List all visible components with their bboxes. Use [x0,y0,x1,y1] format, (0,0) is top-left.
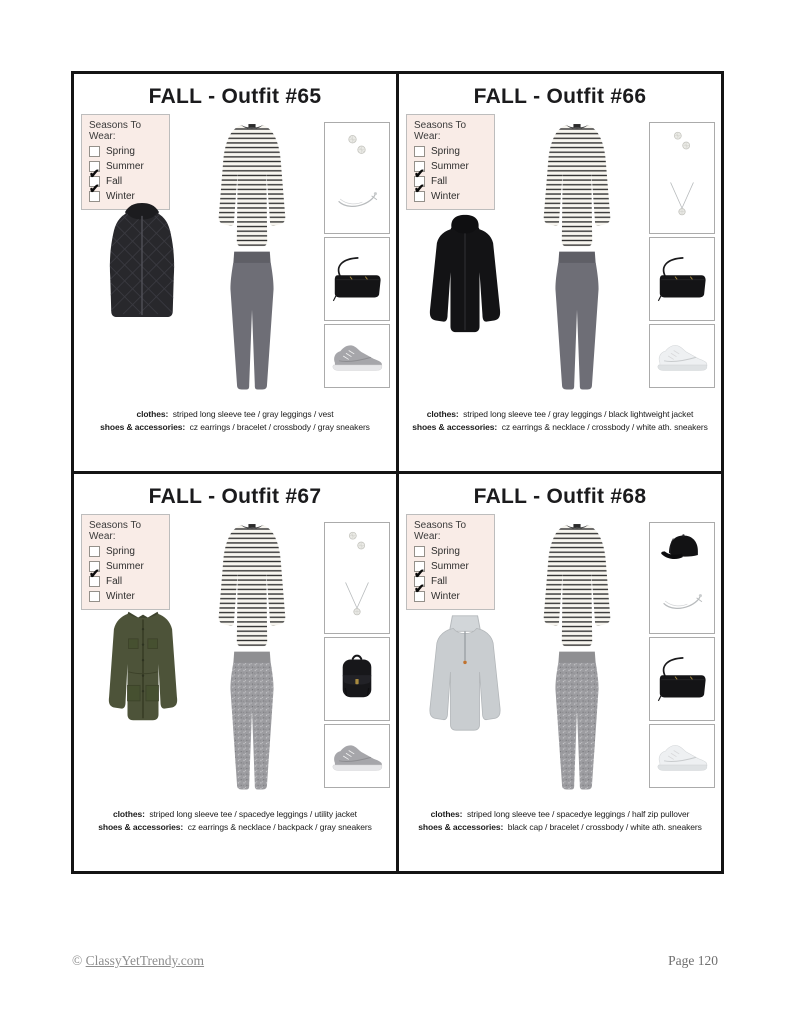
seasons-box-title: Seasons To Wear: [414,520,467,542]
page-number: Page 120 [668,953,718,968]
striped-tee-image [532,516,622,650]
seasons-box [406,514,495,610]
crossbody-bag-icon [654,253,710,303]
checkmark: ✔ [414,566,425,581]
accessories-list: cz earrings / bracelet / crossbody / gray sneakers [189,422,370,433]
checkbox-winter [89,591,100,602]
gray-sneakers-icon [328,340,386,372]
outfit-title: FALL - Outfit #68 [473,485,647,508]
clothes-list: striped long sleeve tee / gray leggings / vest [172,409,334,419]
outfit-title: FALL - Outfit #67 [148,485,322,508]
accessories-line [76,821,394,834]
outfit-caption [76,408,394,434]
season-row-spring [89,546,169,557]
necklace-icon [337,573,377,629]
crossbody-bag-icon [329,253,385,303]
seasons-box [81,114,170,210]
season-label: Summer [106,561,144,572]
necklace-icon [662,173,702,229]
cz-earrings-icon [342,131,372,161]
accessories-label: shoes & accessories: [418,822,504,833]
outfit-card-67 [74,474,396,871]
quilted-vest-image [87,200,197,324]
gray-sneakers-icon [328,740,386,772]
shoes-box [324,324,390,388]
shoes-box [649,324,715,388]
season-row-summer [414,561,494,572]
season-row-spring [89,146,169,157]
jewelry-box [649,122,715,234]
season-row-summer [89,161,169,172]
accessories-line [401,821,719,834]
season-row-summer [89,561,169,572]
checkbox-winter [414,581,425,602]
accessories-line [76,421,394,434]
clothes-list: striped long sleeve tee / spacedye leggings / half zip pullover [466,809,690,819]
season-label: Spring [106,146,135,157]
outfit-caption [401,408,719,434]
checkbox-winter [414,181,425,202]
checkbox-fall [89,566,100,587]
clothes-label: clothes: [136,409,169,419]
spacedye-leggings-image [214,646,290,796]
page-footer [72,953,718,969]
accessories-list: cz earrings & necklace / crossbody / white ath. sneakers [501,422,708,433]
checkmark: ✔ [89,566,100,581]
season-label: Fall [431,176,448,187]
season-label: Winter [431,591,460,602]
season-label: Spring [106,546,135,557]
checkmark: ✔ [414,166,425,181]
outfit-card-68 [399,474,721,871]
bracelet-icon [659,591,705,611]
black-cap-icon [656,531,708,563]
season-label: Fall [106,576,123,587]
checkbox-spring [414,146,425,157]
utility-jacket-image [86,602,200,728]
bag-box [649,637,715,721]
checkbox-spring [414,546,425,557]
spacedye-leggings-image [539,646,615,796]
season-row-spring [414,546,494,557]
accessories-label: shoes & accessories: [98,822,184,833]
accessories-list: cz earrings & necklace / backpack / gray sneakers [187,822,372,833]
seasons-box [81,514,170,610]
bracelet-icon [334,189,380,209]
striped-tee-image [532,116,622,250]
copyright-symbol: © [72,953,83,968]
site-link[interactable]: ClassyYetTrendy.com [85,953,205,968]
checkmark: ✔ [414,581,425,596]
accessories-label: shoes & accessories: [412,422,498,433]
checkbox-spring [89,546,100,557]
seasons-box-title: Seasons To Wear: [89,520,142,542]
gray-leggings-image [539,246,615,396]
accessories-label: shoes & accessories: [100,422,186,433]
season-label: Fall [431,576,448,587]
clothes-line [76,408,394,421]
clothes-label: clothes: [430,809,463,819]
checkmark: ✔ [89,166,100,181]
jewelry-box [324,522,390,634]
season-label: Summer [431,561,469,572]
seasons-box-title: Seasons To Wear: [414,120,467,142]
black-jacket-image [407,212,523,338]
clothes-line [401,408,719,421]
clothes-line [76,808,394,821]
season-label: Winter [106,191,135,202]
backpack-icon [331,646,383,712]
outfit-caption [401,808,719,834]
striped-tee-image [207,516,297,650]
copyright-text [72,953,204,969]
half-zip-pullover-image [407,610,523,736]
white-sneakers-icon [653,740,711,772]
outfit-title: FALL - Outfit #66 [473,85,647,108]
season-label: Fall [106,176,123,187]
clothes-list: striped long sleeve tee / spacedye leggings / utility jacket [149,809,357,819]
season-row-summer [414,161,494,172]
season-row-spring [414,146,494,157]
season-label: Spring [431,546,460,557]
cz-earrings-icon [668,128,696,156]
white-sneakers-icon [653,340,711,372]
outfit-card-66 [399,74,721,471]
outfit-title: FALL - Outfit #65 [148,85,322,108]
season-label: Summer [106,161,144,172]
season-label: Winter [431,191,460,202]
season-label: Winter [106,591,135,602]
outfit-card-65 [74,74,396,471]
accessories-line [401,421,719,434]
checkbox-spring [89,146,100,157]
season-row-winter [89,591,169,602]
seasons-box [406,114,495,210]
outfit-grid [71,71,724,874]
seasons-box-title: Seasons To Wear: [89,120,142,142]
clothes-line [401,808,719,821]
season-label: Spring [431,146,460,157]
shoes-box [649,724,715,788]
clothes-label: clothes: [426,409,459,419]
jewelry-box [649,522,715,634]
gray-leggings-image [214,246,290,396]
season-label: Summer [431,161,469,172]
bag-box [324,237,390,321]
accessories-list: black cap / bracelet / crossbody / white ath. sneakers [507,822,702,833]
clothes-list: striped long sleeve tee / gray leggings / black lightweight jacket [463,409,694,419]
crossbody-bag-icon [654,653,710,703]
cz-earrings-icon [343,528,371,556]
outfit-caption [76,808,394,834]
bag-box [324,637,390,721]
shoes-box [324,724,390,788]
bag-box [649,237,715,321]
checkmark: ✔ [414,181,425,196]
jewelry-box [324,122,390,234]
clothes-label: clothes: [113,809,145,819]
striped-tee-image [207,116,297,250]
checkmark: ✔ [89,181,100,196]
